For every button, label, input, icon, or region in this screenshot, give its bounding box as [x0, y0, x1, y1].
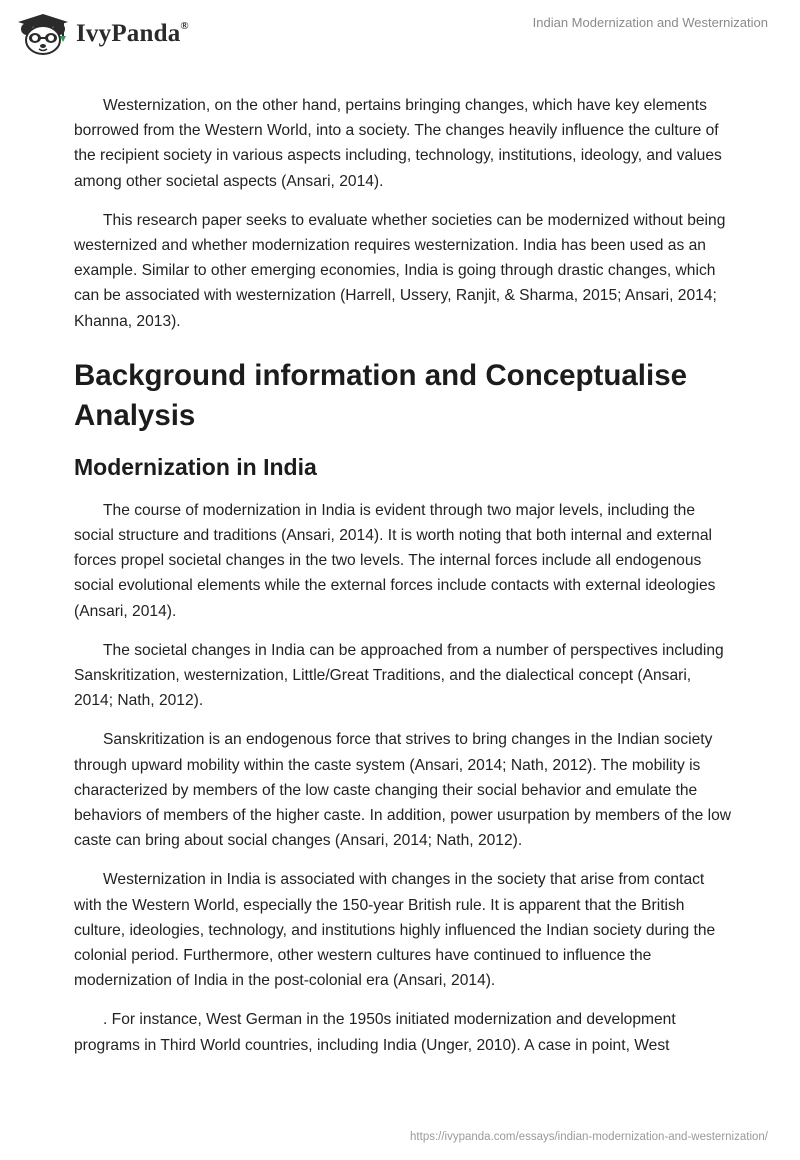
logo-wordmark: IvyPanda® [76, 19, 189, 47]
ivypanda-logo[interactable] [12, 12, 189, 56]
paragraph: This research paper seeks to evaluate whether societies can be modernized without being westernized and whether modernization requires westernization. India has been used as an example. Similar to other emerging economies, India is going through drastic changes, which can be associated with westernization (Harrell, Ussery, Ranjit, & Sharma, 2015; Ansari, 2014; Khanna, 2013). [74, 211, 726, 330]
subsection-heading: Modernization in India [74, 453, 317, 480]
paragraph: Westernization, on the other hand, pertains bringing changes, which have key elements borrowed from the Western World, into a society. The changes heavily influence the culture of the recipient society in various aspects including, technology, institutions, ideology, and values among other societal aspects (Ansari, 2014). [74, 97, 722, 190]
source-url-link[interactable]: https://ivypanda.com/essays/indian-modernization-and-westernization/ [410, 1131, 768, 1143]
document-title: Indian Modernization and Westernization [532, 15, 768, 30]
paragraph: The societal changes in India can be approached from a number of perspectives including Sanskritization, westernization, Little/Great Traditions, and the dialectical concept (Ansari, 2014; Nath, 2012). [74, 641, 724, 710]
paragraph: The course of modernization in India is evident through two major levels, including the social structure and traditions (Ansari, 2014). It is worth noting that both internal and external forces propel societal changes in the two levels. The internal forces include all endogenous social evolutional elements while the external forces include contacts with external ideologies (Ansari, 2014). [74, 501, 716, 620]
essay-body [74, 93, 734, 1072]
paragraph: Westernization in India is associated with changes in the society that arise from contact with the Western World, especially the 150-year British rule. It is apparent that the British culture, ideologies, technology, and institutions highly influenced the Indian society during the colonial period. Furthermore, other western cultures have continued to influence the modernization of India in the post-colonial era (Ansari, 2014). [74, 871, 716, 990]
paragraph: . For instance, West German in the 1950s initiated modernization and development programs in Third World countries, including India (Unger, 2010). A case in point, West [74, 1011, 676, 1054]
section-heading: Background information and Conceptualise Analysis [74, 358, 688, 432]
paragraph: Sanskritization is an endogenous force that strives to bring changes in the Indian society through upward mobility within the caste system (Ansari, 2014; Nath, 2012). The mobility is characterized by members of the low caste changing their social behavior and emulate the behaviors of members of the higher caste. In addition, power usurpation by members of the low caste can bring about social changes (Ansari, 2014; Nath, 2012). [74, 731, 732, 850]
page-header [0, 0, 800, 64]
panda-graduate-icon [12, 12, 74, 56]
